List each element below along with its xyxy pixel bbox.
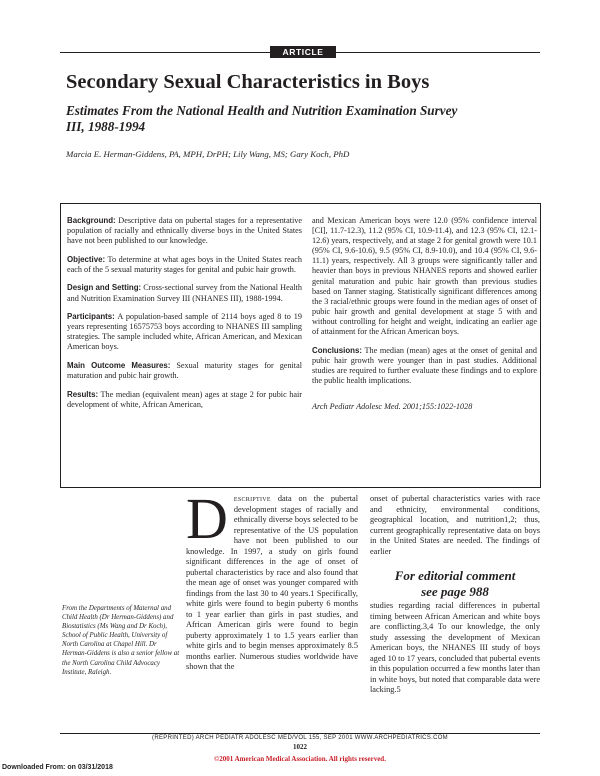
abstract-design: [67, 283, 302, 303]
abstract-heading: Design and Setting:: [67, 283, 142, 293]
abstract-text: Descriptive data on pubertal stages for a representative population of racially and ethnically diverse boys in the United States have not been published to our knowledge.: [67, 216, 302, 246]
abstract-results-continued: and Mexican American boys were 12.0 (95% confidence interval [CI], 11.7-12.3), 11.2 (95% CI, 10.9-11.4), and 12.3 (95% CI, 12.1-12.6) years, respectively, and at stage 2 for genital growth were 10.1 (95% CI, 9.6-10.6), 9.5 (95% CI, 8.9-10.0), and 10.4 (95% CI, 9.6-11.1) years, respectively. All 3 groups were significantly taller and heavier than boys in previous NHANES reports and showed earlier genital maturation and pubic hair growth than previous studies based on Tanner staging. Statistically significant differences among the 3 racial/ethnic groups were found in the median ages of onset of pubic hair growth and genital development at stage 5 with and without controlling for height and weight, indicating an earlier age of attainment for the African American boys.: [312, 216, 537, 337]
footer-rule: [60, 733, 540, 734]
body-text: data on the pubertal development stages of racially and ethnically diverse boys selected to be representative of the US population have not been published to our knowledge. In 1997, a study on girls found significant differences in the age of onset of pubertal characteristics by race and also found that the mean age of onset was younger compared with findings from the last 30 to 40 years.1 Specifically, white girls were found to begin puberty 6 months to 1 year earlier than girls in past studies, and African American girls were found to begin puberty approximately 1 to 1.5 years earlier than white girls and to begin menses approximately 8.5 months earlier. Numerous studies worldwide have shown that the: [186, 494, 358, 671]
abstract-text: Sexual maturity stages for genital maturation and pubic hair growth.: [67, 361, 302, 381]
abstract-right-column: [312, 216, 537, 412]
author-list: Marcia E. Herman-Giddens, PA, MPH, DrPH; Lily Wang, MS; Gary Koch, PhD: [66, 149, 350, 159]
article-subtitle: Estimates From the National Health and Nutrition Examination Survey III, 1988-1994: [66, 103, 458, 134]
abstract-text: To determine at what ages boys in the United States reach each of the 5 sexual maturity stages for genital and pubic hair growth.: [67, 254, 302, 274]
affiliation-note: From the Departments of Maternal and Child Health (Dr Herman-Giddens) and Biostatistics (Ms Wang and Dr Koch), School of Public Health, University of North Carolina at Chapel Hill. Dr Herman-Giddens is also a senior fellow at the North Carolina Child Advocacy Institute, Raleigh.: [62, 605, 180, 676]
lead-in-caps: escriptive: [233, 494, 271, 503]
abstract-heading: Background:: [67, 216, 116, 225]
copyright-notice: ©2001 American Medical Association. All rights reserved.: [214, 755, 386, 763]
abstract-participants: [67, 312, 302, 352]
abstract-heading: Results:: [67, 389, 99, 399]
body-column-2-top: onset of pubertal characteristics varies with race and ethnicity, environmental conditions, geographical location, and nutrition1,2; thus, current geographically representative data on boys in the United States are needed. The findings of earlier: [370, 494, 540, 556]
article-tag: ARTICLE: [270, 46, 336, 58]
editorial-line-2: see page 988: [421, 583, 489, 599]
article-tag-bar: [60, 46, 540, 58]
abstract-text: Cross-sectional survey from the National Health and Nutrition Examination Survey III (NHANES III), 1988-1994.: [67, 283, 302, 303]
abstract-heading: Participants:: [67, 312, 115, 322]
abstract-background: [67, 216, 302, 246]
abstract-text: The median (equivalent mean) ages at stage 2 for pubic hair development of white, African American,: [67, 389, 302, 409]
abstract-heading: Main Outcome Measures:: [67, 361, 171, 371]
abstract-outcome: [67, 361, 302, 381]
abstract-text: A population-based sample of 2114 boys aged 8 to 19 years representing 16575753 boys according to NHANES III sampling strategies. The sample included white, African American, and Mexican American boys.: [67, 312, 302, 352]
abstract-heading: Conclusions:: [312, 345, 362, 355]
abstract-conclusions: [312, 346, 537, 386]
body-column-1: [186, 486, 358, 673]
editorial-callout: [370, 568, 540, 599]
abstract-text: The median (mean) ages at the onset of genital and pubic hair growth were younger than in past studies. Additional studies are required to further evaluate these findings and to explore the public health implications.: [312, 345, 537, 385]
article-title: Secondary Sexual Characteristics in Boys: [66, 71, 430, 93]
body-column-2-bottom: studies regarding racial differences in pubertal timing between African American and white boys are conflicting.3,4 To our knowledge, the only study assessing the development of Mexican American boys, the NHANES III study of boys aged 10 to 17 years, concluded that pubertal events in this population occurred a few months later than in white boys, but noted that comparable data were lacking.5: [370, 601, 540, 694]
page-number: 1022: [293, 743, 307, 751]
drop-cap: D: [186, 486, 228, 551]
download-stamp: Downloaded From: on 03/31/2018: [2, 764, 113, 771]
running-footer: (REPRINTED) ARCH PEDIATR ADOLESC MED/VOL 155, SEP 2001 WWW.ARCHPEDIATRICS.COM: [152, 735, 448, 741]
abstract-left-column: [67, 216, 302, 418]
abstract-heading: Objective:: [67, 254, 106, 264]
abstract-objective: [67, 255, 302, 275]
editorial-line-1: For editorial comment: [394, 568, 516, 583]
abstract-results: [67, 390, 302, 410]
article-citation: Arch Pediatr Adolesc Med. 2001;155:1022-1028: [312, 402, 473, 411]
